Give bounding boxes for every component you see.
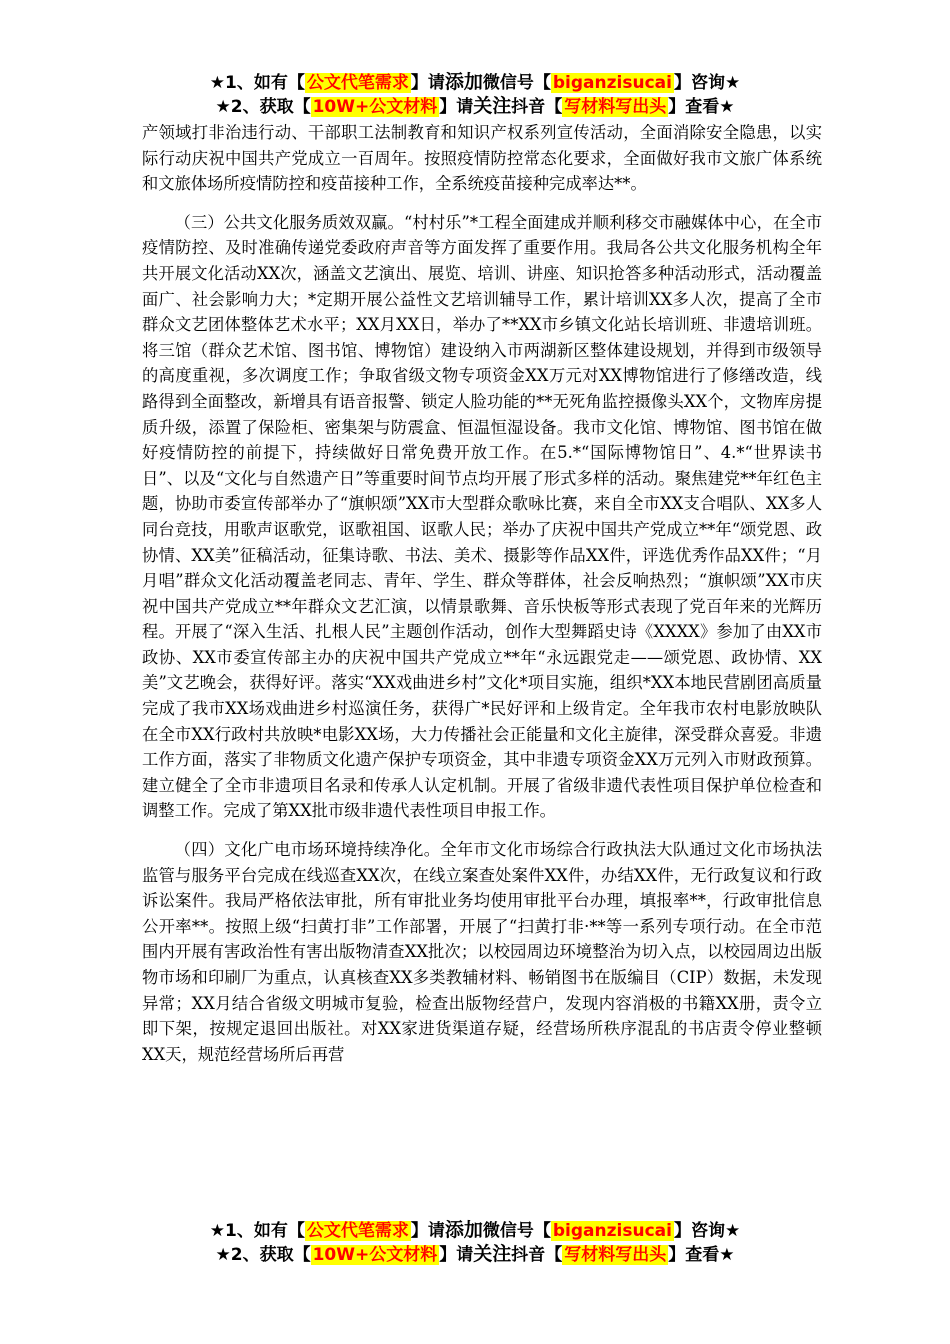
- footer-banner-line-2: [0, 1242, 950, 1267]
- banner-keyword: 添加: [444, 71, 483, 93]
- banner-highlight-douyin: 写材料写出头: [564, 1245, 667, 1265]
- banner-text: 】请: [410, 73, 445, 93]
- banner-text: 抖音【: [511, 1245, 563, 1265]
- banner-suffix: 】查看★: [668, 1245, 735, 1265]
- banner-keyword: 关注: [473, 1243, 512, 1265]
- banner-highlight-materials: 10W+公文材料: [312, 97, 438, 117]
- banner-prefix: ★2、获取【: [215, 1245, 311, 1265]
- banner-text: 】请: [410, 1221, 445, 1241]
- banner-suffix: 】咨询★: [673, 1221, 741, 1241]
- banner-text: 】请: [439, 1245, 474, 1265]
- footer-banner-line-1: [0, 1218, 950, 1243]
- paragraph-public-culture: （三）公共文化服务质效双赢。“村村乐”*工程全面建成并顺利移交市融媒体中心，在全市疫情防控、及时准确传递党委政府声音等方面发挥了重要作用。我局各公共文化服务机构全年共开展文化活动XX次，涵盖文艺演出、展览、培训、讲座、知识抢答多种活动形式，活动覆盖面广、社会影响力大；*定期开展公益性文艺培训辅导工作，累计培训XX多人次，提高了全市群众文艺团体整体艺术水平；XX月XX日，举办了**XX市乡镇文化站长培训班、非遗培训班。将三馆（群众艺术馆、图书馆、博物馆）建设纳入市两湖新区整体建设规划，并得到市级领导的高度重视，多次调度工作；争取省级文物专项资金XX万元对XX博物馆进行了修缮改造，线路得到全面整改，新增具有语音报警、锁定人脸功能的**无死角监控摄像头XX个，文物库房提质升级，添置了保险柜、密集架与防震盒、恒温恒湿设备。我市文化馆、博物馆、图书馆在做好疫情防控的前提下，持续做好日常免费开放工作。在5.*“国际博物馆日”、4.*“世界读书日”、以及“文化与自然遗产日”等重要时间节点均开展了形式多样的活动。聚焦建党**年红色主题，协助市委宣传部举办了“旗帜颂”XX市大型群众歌咏比赛，来自全市XX支合唱队、XX多人同台竞技，用歌声讴歌党，讴歌祖国、讴歌人民；举办了庆祝中国共产党成立**年“颂党恩、政协情、XX美”征稿活动，征集诗歌、书法、美术、摄影等作品XX件，评选优秀作品XX件；“月月唱”群众文化活动覆盖老同志、青年、学生、群众等群体，社会反响热烈；“旗帜颂”XX市庆祝中国共产党成立**年群众文艺汇演，以情景歌舞、音乐快板等形式表现了党百年来的光辉历程。开展了“深入生活、扎根人民”主题创作活动，创作大型舞蹈史诗《XXXX》参加了由XX市政协、XX市委宣传部主办的庆祝中国共产党成立**年“永远跟党走——颂党恩、政协情、XX美”文艺晚会，获得好评。落实“XX戏曲进乡村”文化*项目实施，组织*XX本地民营剧团高质量完成了我市XX场戏曲进乡村巡演任务，获得广*民好评和上级肯定。全年我市农村电影放映队在全市XX行政村共放映*电影XX场，大力传播社会正能量和文化主旋律，深受群众喜爱。非遗工作方面，落实了非物质文化遗产保护专项资金，其中非遗专项资金XX万元列入市财政预算。建立健全了全市非遗项目名录和传承人认定机制。开展了省级非遗代表性项目保护单位检查和调整工作。完成了第XX批市级非遗代表性项目申报工作。: [142, 212, 822, 821]
- banner-text: 】请: [439, 97, 474, 117]
- header-banner-line-1: [0, 70, 950, 95]
- banner-text: 抖音【: [511, 97, 563, 117]
- banner-text: 微信号【: [482, 1221, 551, 1241]
- banner-highlight-service: 公文代笔需求: [306, 1221, 409, 1241]
- banner-suffix: 】查看★: [668, 97, 735, 117]
- banner-highlight-service: 公文代笔需求: [306, 73, 409, 93]
- banner-text: 微信号【: [482, 73, 551, 93]
- banner-keyword: 关注: [473, 95, 512, 117]
- banner-prefix: ★1、如有【: [209, 73, 305, 93]
- banner-prefix: ★1、如有【: [209, 1221, 305, 1241]
- banner-highlight-wechat-id: biganzisucai: [552, 1221, 672, 1241]
- paragraph-market-environment: （四）文化广电市场环境持续净化。全年市文化市场综合行政执法大队通过文化市场执法监管与服务平台完成在线巡查XX次，在线立案查处案件XX件，办结XX件，无行政复议和行政诉讼案件。我局严格依法审批，所有审批业务均使用审批平台办理，填报率**，行政审批信息公开率**。按照上级“扫黄打非”工作部署，开展了“扫黄打非·**等一系列专项行动。在全市范围内开展有害政治性有害出版物清查XX批次；以校园周边环境整治为切入点，以校园周边出版物市场和印刷厂为重点，认真核查XX多类教辅材料、畅销图书在版编目（CIP）数据，未发现异常；XX月结合省级文明城市复验，检查出版物经营户，发现内容消极的书籍XX册，责令立即下架，按规定退回出版社。对XX家进货渠道存疑，经营场所秩序混乱的书店责令停业整顿XX天，规范经营场所后再营: [142, 840, 822, 1064]
- banner-prefix: ★2、获取【: [215, 97, 311, 117]
- document-body: [142, 120, 822, 1067]
- banner-keyword: 添加: [444, 1219, 483, 1241]
- paragraph-continued: 产领域打非治违行动、干部职工法制教育和知识产权系列宣传活动，全面消除安全隐患，以实际行动庆祝中国共产党成立一百周年。按照疫情防控常态化要求，全面做好我市文旅广体系统和文旅体场所疫情防控和疫苗接种工作，全系统疫苗接种完成率达**。: [142, 123, 822, 194]
- banner-suffix: 】咨询★: [673, 73, 741, 93]
- banner-highlight-materials: 10W+公文材料: [312, 1245, 438, 1265]
- banner-highlight-wechat-id: biganzisucai: [552, 73, 672, 93]
- header-banner-line-2: [0, 94, 950, 119]
- banner-highlight-douyin: 写材料写出头: [564, 97, 667, 117]
